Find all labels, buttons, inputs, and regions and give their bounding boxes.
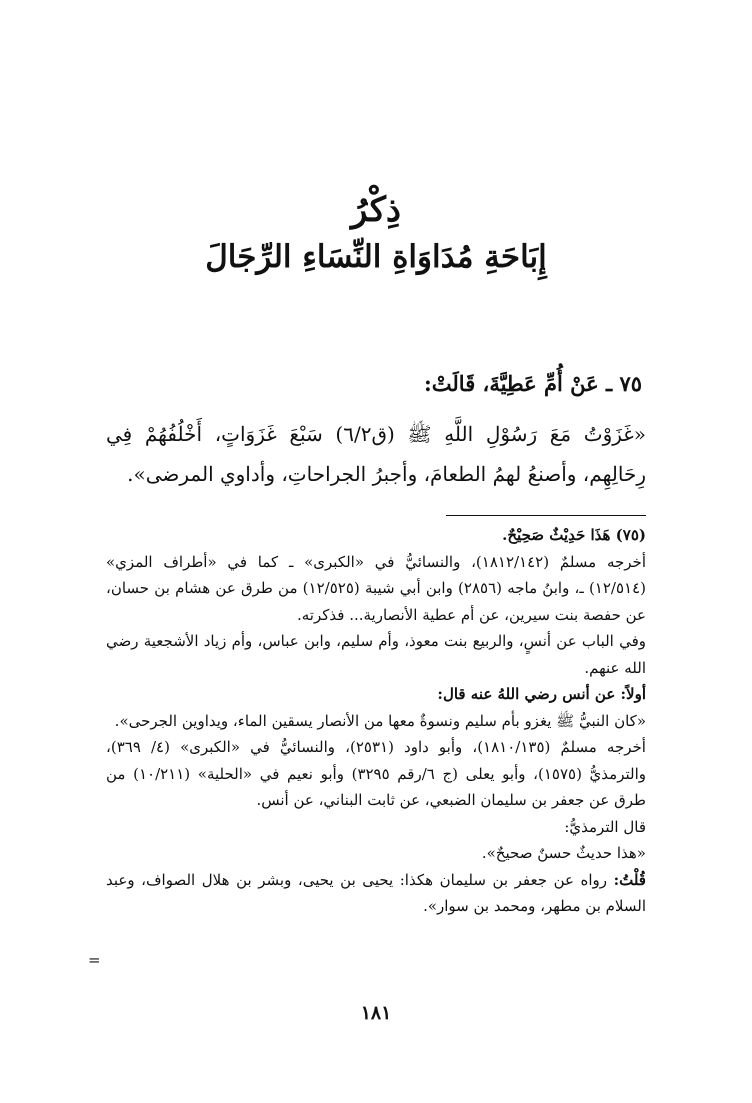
- footnote-heading: (٧٥) هَذَا حَدِيْثٌ صَحِيْحٌ.: [502, 526, 646, 544]
- footnote-paragraph: «هذا حديثٌ حسنٌ صحيحٌ».: [481, 844, 646, 862]
- footnote-paragraph: قال الترمذيُّ:: [564, 817, 646, 836]
- footnote-divider: [446, 515, 646, 516]
- footnote-note-label: قُلْتُ:: [613, 870, 646, 889]
- footnote-paragraph: وفي الباب عن أنسٍ، والربيع بنت معوذ، وأم سليم، وابن عباس، وأم زياد الأشجعية رضي الله عنهم.: [106, 632, 646, 677]
- footnote-subheading: أولاً: عن أنس رضي اللهُ عنه قال:: [437, 685, 646, 703]
- page-number: ١٨١: [360, 1002, 392, 1024]
- chapter-heading: ذِكْرُ: [350, 190, 402, 230]
- hadith-text: «غَزَوْتُ مَعَ رَسُوْلِ اللَّهِ ﷺ (ق٦/٢) سَبْعَ غَزَوَاتٍ، أَخْلُفُهُمْ فِي رِحَالِهِم، وأصنعُ لهمُ الطعامَ، وأجبرُ الجراحاتِ، وأداوي المرضى».: [106, 422, 646, 486]
- footnote-paragraph: أخرجه مسلمٌ (١٨١٢/١٤٢)، والنسائيُّ في «الكبرى» ـ كما في «أطراف المزي» (١٢/٥١٤) ـ، وابنُ ماجه (٢٨٥٦) وابن أبي شيبة (١٢/٥٢٥) من طرق عن هشام بن حسان، عن حفصة بنت سيرين، عن أم عطية الأنصارية... فذكرته.: [106, 552, 646, 624]
- footnote-paragraph: أخرجه مسلمٌ (١٨١٠/١٣٥)، وأبو داود (٢٥٣١)، والنسائيُّ في «الكبرى» (٤/ ٣٦٩)، والترمذيُّ (١٥٧٥)، وأبو يعلى (ج ٦/رقم ٣٢٩٥) وأبو نعيم في «الحلية» (١٠/٢١١) من طرق عن جعفر بن سليمان الضبعي، عن ثابت البناني، عن أنس.: [106, 738, 646, 809]
- footnote-paragraph: «كان النبيُّ ﷺ يغزو بأم سليم ونسوةٌ معها من الأنصار يسقين الماء، ويداوين الجرحى».: [114, 711, 646, 730]
- footnotes: [106, 522, 646, 920]
- footnote-paragraph: [106, 867, 646, 920]
- footnote-note-text: رواه عن جعفر بن سليمان هكذا: يحيى بن يحيى، وبشر بن هلال الصواف، وعبد السلام بن مطهر، ومحمد بن سوار».: [106, 870, 646, 915]
- chapter-subheading: إِبَاحَةِ مُدَاوَاةِ النِّسَاءِ الرِّجَالَ: [205, 239, 547, 275]
- hadith-title: ٧٥ ـ عَنْ أُمِّ عَطِيَّةَ، قَالَتْ:: [424, 371, 642, 396]
- continuation-mark: =: [88, 951, 101, 969]
